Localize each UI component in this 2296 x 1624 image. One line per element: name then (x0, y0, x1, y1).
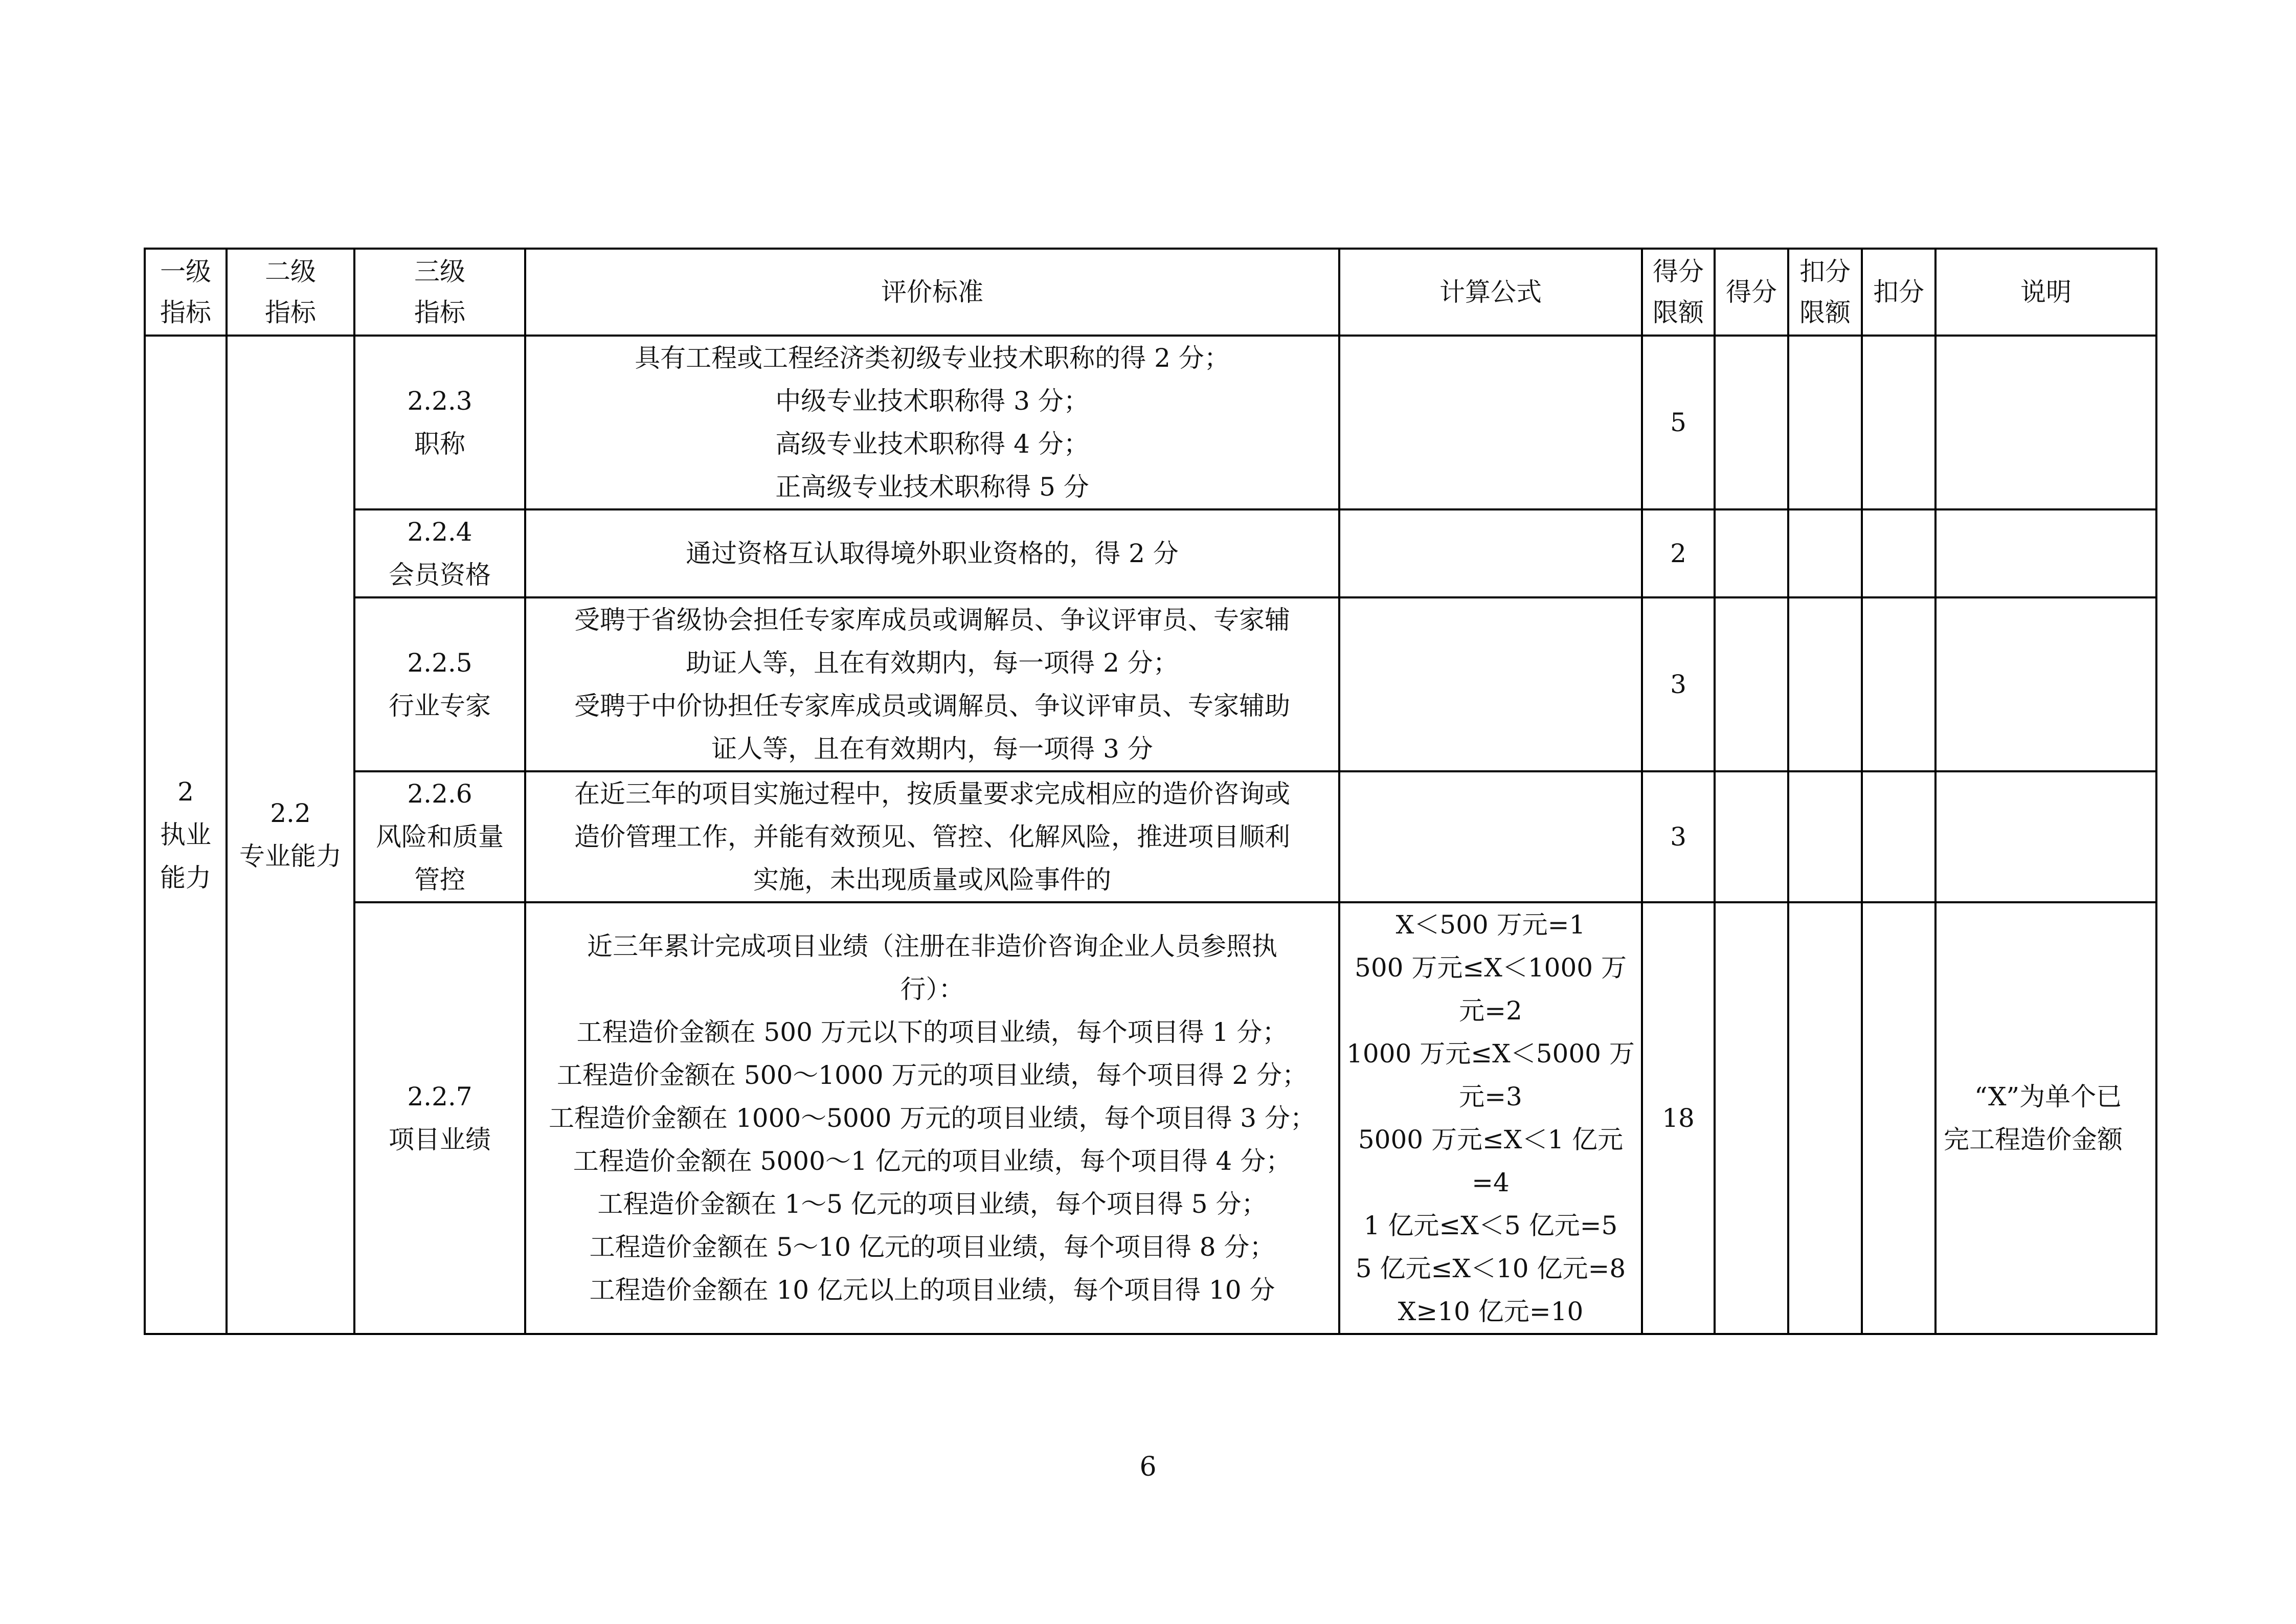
formula-cell (1339, 597, 1642, 771)
table-row (145, 509, 2156, 597)
table-row (145, 771, 2156, 902)
score-limit-cell: 5 (1642, 336, 1715, 509)
criteria-cell: 具有工程或工程经济类初级专业技术职称的得 2 分； 中级专业技术职称得 3 分； 高级专业技术职称得 4 分； 正高级专业技术职称得 5 分 (525, 336, 1339, 509)
deduct-limit-cell (1788, 771, 1862, 902)
deduct-cell (1862, 336, 1935, 509)
formula-cell: X＜500 万元=1 500 万元≤X＜1000 万 元=2 1000 万元≤X＜5000 万 元=3 5000 万元≤X＜1 亿元 =4 1 亿元≤X＜5 亿元=5 5 亿元≤X＜10 亿元=8 X≥10 亿元=10 (1339, 902, 1642, 1334)
criteria-cell: 近三年累计完成项目业绩（注册在非造价咨询企业人员参照执 行）： 工程造价金额在 500 万元以下的项目业绩，每个项目得 1 分； 工程造价金额在 500～1000 万元的项目业绩，每个项目得 2 分； 工程造价金额在 1000～5000 万元的项目业绩，每个项目得 3 分； 工程造价金额在 5000～1 亿元的项目业绩，每个项目得 4 分； 工程造价金额在 1～5 亿元的项目业绩，每个项目得 5 分； 工程造价金额在 5～10 亿元的项目业绩，每个项目得 8 分； 工程造价金额在 10 亿元以上的项目业绩，每个项目得 10 分 (525, 902, 1339, 1334)
level2-cell: 2.2 专业能力 (227, 336, 354, 1334)
formula-cell (1339, 336, 1642, 509)
level1-cell: 2 执业 能力 (145, 336, 227, 1334)
header-score: 得分 (1715, 249, 1788, 336)
header-deduct-limit: 扣分 限额 (1788, 249, 1862, 336)
deduct-cell (1862, 509, 1935, 597)
deduct-cell (1862, 771, 1935, 902)
score-cell (1715, 771, 1788, 902)
level3-cell: 2.2.4 会员资格 (354, 509, 525, 597)
note-cell (1935, 336, 2156, 509)
header-level3: 三级 指标 (354, 249, 525, 336)
table-row (145, 902, 2156, 1334)
header-level1: 一级 指标 (145, 249, 227, 336)
header-score-limit: 得分 限额 (1642, 249, 1715, 336)
header-row (145, 249, 2156, 336)
header-note: 说明 (1935, 249, 2156, 336)
criteria-cell: 受聘于省级协会担任专家库成员或调解员、争议评审员、专家辅 助证人等，且在有效期内，每一项得 2 分； 受聘于中价协担任专家库成员或调解员、争议评审员、专家辅助 证人等，且在有效期内，每一项得 3 分 (525, 597, 1339, 771)
formula-cell (1339, 509, 1642, 597)
deduct-limit-cell (1788, 336, 1862, 509)
score-cell (1715, 597, 1788, 771)
deduct-cell (1862, 597, 1935, 771)
score-limit-cell: 18 (1642, 902, 1715, 1334)
score-cell (1715, 902, 1788, 1334)
page-number: 6 (1139, 1452, 1157, 1482)
score-limit-cell: 3 (1642, 597, 1715, 771)
criteria-cell: 在近三年的项目实施过程中，按质量要求完成相应的造价咨询或 造价管理工作，并能有效预见、管控、化解风险，推进项目顺利 实施，未出现质量或风险事件的 (525, 771, 1339, 902)
header-formula: 计算公式 (1339, 249, 1642, 336)
note-cell: “X”为单个已 完工程造价金额 (1935, 902, 2156, 1334)
header-deduct: 扣分 (1862, 249, 1935, 336)
note-cell (1935, 597, 2156, 771)
note-cell (1935, 771, 2156, 902)
score-cell (1715, 336, 1788, 509)
score-limit-cell: 2 (1642, 509, 1715, 597)
score-cell (1715, 509, 1788, 597)
formula-cell (1339, 771, 1642, 902)
deduct-cell (1862, 902, 1935, 1334)
note-cell (1935, 509, 2156, 597)
header-level2: 二级 指标 (227, 249, 354, 336)
header-criteria: 评价标准 (525, 249, 1339, 336)
table-row (145, 597, 2156, 771)
level3-cell: 2.2.3 职称 (354, 336, 525, 509)
level3-cell: 2.2.6 风险和质量 管控 (354, 771, 525, 902)
deduct-limit-cell (1788, 597, 1862, 771)
score-limit-cell: 3 (1642, 771, 1715, 902)
criteria-cell: 通过资格互认取得境外职业资格的，得 2 分 (525, 509, 1339, 597)
level3-cell: 2.2.7 项目业绩 (354, 902, 525, 1334)
deduct-limit-cell (1788, 509, 1862, 597)
evaluation-table (144, 248, 2157, 1335)
level3-cell: 2.2.5 行业专家 (354, 597, 525, 771)
deduct-limit-cell (1788, 902, 1862, 1334)
table-row (145, 336, 2156, 509)
